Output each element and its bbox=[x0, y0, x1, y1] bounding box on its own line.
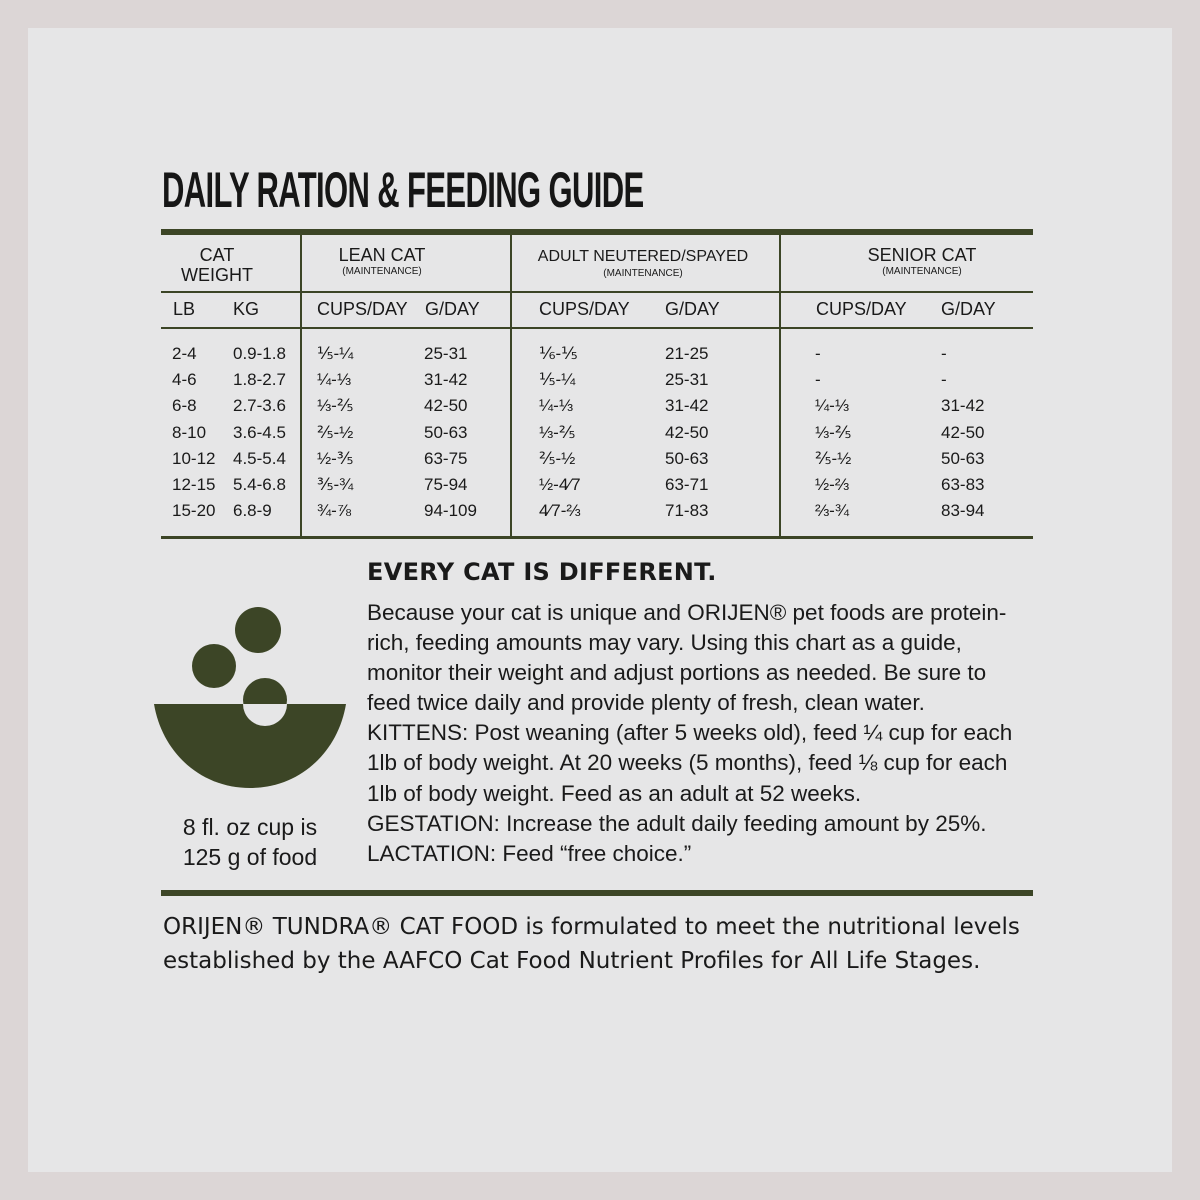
col-header-lb: LB bbox=[173, 299, 196, 319]
cell-neutered-g: 50-63 bbox=[665, 448, 709, 468]
cell-lean-g: 50-63 bbox=[424, 422, 468, 442]
cell-senior-g: 31-42 bbox=[941, 396, 985, 416]
body-line: monitor their weight and adjust portions as needed. Be sure to bbox=[367, 660, 987, 686]
neutered-group-header bbox=[512, 245, 774, 281]
table-top-rule bbox=[161, 229, 1033, 235]
every-cat-body bbox=[367, 598, 1047, 869]
cell-senior-g: - bbox=[941, 370, 947, 390]
neutered-header-name: ADULT NEUTERED/SPAYED bbox=[537, 248, 749, 265]
cell-lean-g: 94-109 bbox=[424, 501, 477, 521]
body-line: Because your cat is unique and ORIJEN® pet foods are protein- bbox=[367, 600, 1007, 625]
cell-neutered-cups: ⅙-⅕ bbox=[539, 344, 578, 363]
body-line: feed twice daily and provide plenty of fresh, clean water. bbox=[367, 690, 925, 716]
food-bowl-icon bbox=[150, 600, 350, 800]
col-header-neutered-cups: CUPS/DAY bbox=[539, 299, 630, 319]
bowl-caption bbox=[150, 812, 350, 872]
col-header-lean-g: G/DAY bbox=[425, 299, 480, 319]
senior-header-sub: (MAINTENANCE) bbox=[882, 266, 962, 277]
cell-neutered-g: 63-71 bbox=[665, 475, 709, 494]
cell-lb: 10-12 bbox=[172, 448, 216, 468]
cell-neutered-g: 31-42 bbox=[665, 396, 709, 416]
col-header-lean-cups: CUPS/DAY bbox=[317, 299, 408, 319]
column-header-divider bbox=[161, 327, 1033, 329]
bowl-caption-line2: 125 g of food bbox=[182, 844, 318, 870]
cell-lean-g: 25-31 bbox=[424, 344, 468, 363]
column-divider-3 bbox=[779, 235, 781, 537]
cell-lean-cups: ⅖-½ bbox=[317, 422, 354, 442]
cell-senior-cups: - bbox=[815, 370, 821, 390]
col-header-neutered-g: G/DAY bbox=[665, 299, 720, 319]
footer-rule bbox=[161, 890, 1033, 896]
cell-lean-cups: ¼-⅓ bbox=[317, 370, 352, 390]
cell-lean-g: 75-94 bbox=[424, 475, 468, 494]
cell-lean-cups: ¾-⅞ bbox=[317, 501, 352, 521]
cell-senior-cups: ⅖-½ bbox=[815, 448, 852, 468]
cell-neutered-cups: ⅓-⅖ bbox=[539, 422, 576, 442]
header-divider bbox=[161, 291, 1033, 293]
aafco-statement bbox=[163, 910, 1020, 978]
cell-neutered-g: 71-83 bbox=[665, 501, 709, 521]
cell-lean-cups: ⅗-¾ bbox=[317, 475, 354, 494]
lean-group-header bbox=[302, 245, 462, 279]
cell-lb: 2-4 bbox=[172, 344, 197, 363]
cell-senior-g: - bbox=[941, 344, 947, 363]
cell-neutered-cups: ⅖-½ bbox=[539, 448, 576, 468]
body-line-gestation: GESTATION: Increase the adult daily feeding amount by 25%. bbox=[367, 810, 987, 836]
cell-kg: 6.8-9 bbox=[233, 501, 272, 521]
cell-senior-g: 83-94 bbox=[941, 501, 985, 521]
cell-neutered-g: 21-25 bbox=[665, 344, 709, 363]
cell-neutered-cups: ½-4⁄7 bbox=[539, 475, 581, 494]
cell-senior-g: 42-50 bbox=[941, 422, 985, 442]
cell-kg: 3.6-4.5 bbox=[233, 422, 286, 442]
weight-group-header bbox=[163, 245, 271, 285]
cell-neutered-cups: ¼-⅓ bbox=[539, 396, 574, 416]
col-header-senior-g: G/DAY bbox=[941, 299, 996, 319]
weight-header-line2: WEIGHT bbox=[181, 265, 253, 285]
aafco-line1: ORIJEN® TUNDRA® CAT FOOD is formulated to meet the nutritional levels bbox=[163, 914, 1020, 940]
body-line-lactation: LACTATION: Feed “free choice.” bbox=[367, 840, 692, 866]
cell-senior-cups: ⅔-¾ bbox=[815, 501, 850, 521]
cell-senior-cups: ⅓-⅖ bbox=[815, 422, 852, 442]
column-divider-1 bbox=[300, 235, 302, 537]
bowl-caption-line1: 8 fl. oz cup is bbox=[182, 814, 318, 840]
aafco-line2: established by the AAFCO Cat Food Nutrient Profiles for All Life Stages. bbox=[163, 948, 981, 974]
cell-kg: 0.9-1.8 bbox=[233, 344, 286, 363]
cell-lean-g: 42-50 bbox=[424, 396, 468, 416]
col-header-senior-cups: CUPS/DAY bbox=[816, 299, 907, 319]
page-title: DAILY RATION & FEEDING GUIDE bbox=[162, 162, 644, 218]
cell-senior-g: 63-83 bbox=[941, 475, 985, 494]
cell-neutered-g: 25-31 bbox=[665, 370, 709, 390]
every-cat-title: EVERY CAT IS DIFFERENT. bbox=[367, 558, 717, 586]
cell-kg: 5.4-6.8 bbox=[233, 475, 286, 494]
cell-lean-cups: ½-⅗ bbox=[317, 448, 354, 468]
body-line: 1lb of body weight. Feed as an adult at 52 weeks. bbox=[367, 780, 862, 806]
lean-header-name: LEAN CAT bbox=[338, 245, 426, 265]
body-line-kittens: KITTENS: Post weaning (after 5 weeks old), feed ¼ cup for each bbox=[367, 720, 1013, 746]
cell-senior-cups: - bbox=[815, 344, 821, 363]
column-divider-2 bbox=[510, 235, 512, 537]
cell-neutered-g: 42-50 bbox=[665, 422, 709, 442]
cell-lb: 6-8 bbox=[172, 396, 197, 416]
cell-senior-cups: ½-⅔ bbox=[815, 475, 850, 494]
cell-lean-cups: ⅕-¼ bbox=[317, 344, 354, 363]
senior-group-header bbox=[782, 245, 1062, 279]
cell-lean-cups: ⅓-⅖ bbox=[317, 396, 354, 416]
cell-lean-g: 63-75 bbox=[424, 448, 468, 468]
cell-lb: 8-10 bbox=[172, 422, 207, 442]
cell-kg: 4.5-5.4 bbox=[233, 448, 286, 468]
weight-header-line1: CAT bbox=[199, 245, 235, 265]
body-line: rich, feeding amounts may vary. Using this chart as a guide, bbox=[367, 630, 962, 656]
col-header-kg: KG bbox=[233, 299, 260, 319]
cell-lb: 4-6 bbox=[172, 370, 197, 390]
table-bottom-rule bbox=[161, 536, 1033, 539]
senior-header-name: SENIOR CAT bbox=[867, 245, 977, 265]
lean-header-sub: (MAINTENANCE) bbox=[342, 266, 422, 277]
body-line: 1lb of body weight. At 20 weeks (5 months), feed ⅛ cup for each bbox=[367, 750, 1008, 776]
cell-lb: 15-20 bbox=[172, 501, 216, 521]
neutered-header-sub: (MAINTENANCE) bbox=[603, 268, 683, 279]
cell-lean-g: 31-42 bbox=[424, 370, 468, 390]
cell-kg: 1.8-2.7 bbox=[233, 370, 286, 390]
cell-senior-cups: ¼-⅓ bbox=[815, 396, 850, 416]
cell-neutered-cups: 4⁄7-⅔ bbox=[539, 501, 581, 521]
cell-kg: 2.7-3.6 bbox=[233, 396, 286, 416]
cell-senior-g: 50-63 bbox=[941, 448, 985, 468]
cell-lb: 12-15 bbox=[172, 475, 216, 494]
cell-neutered-cups: ⅕-¼ bbox=[539, 370, 576, 390]
